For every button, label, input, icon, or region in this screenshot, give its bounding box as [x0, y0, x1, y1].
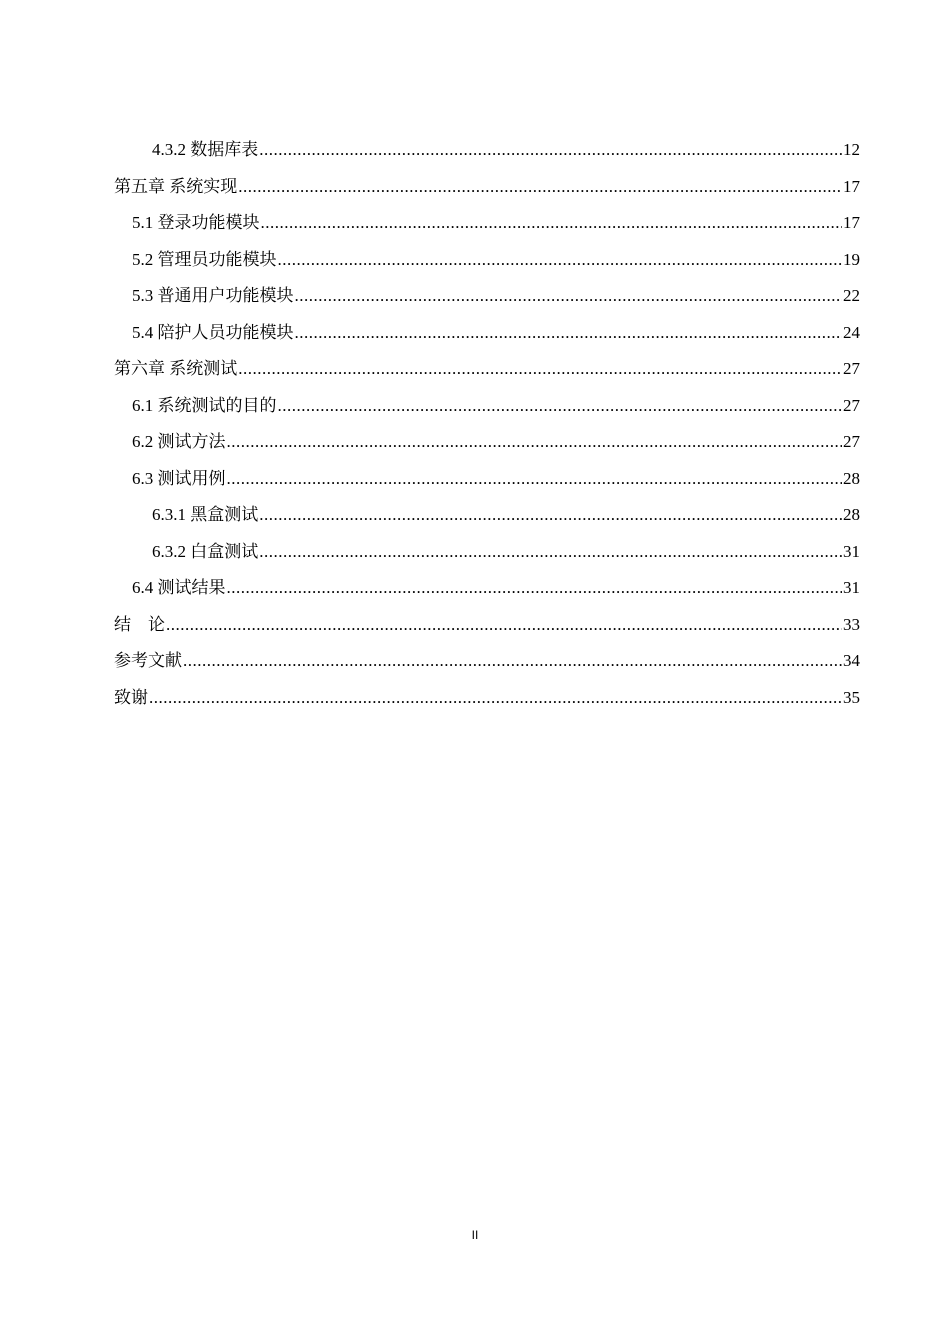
- toc-entry[interactable]: [114, 576, 860, 613]
- toc-entry[interactable]: [114, 248, 860, 285]
- toc-page-number: 27: [843, 432, 860, 451]
- toc-dot-leader: [278, 394, 843, 418]
- toc-entry-title: 第五章 系统实现: [114, 176, 238, 196]
- toc-dot-leader: [278, 248, 843, 272]
- toc-dot-leader: [183, 649, 842, 673]
- toc-entry[interactable]: [114, 321, 860, 358]
- toc-entry-title: 致谢: [114, 687, 148, 707]
- toc-dot-leader: [227, 430, 843, 454]
- toc-entry[interactable]: [114, 175, 860, 212]
- toc-page-number: 19: [843, 249, 860, 269]
- toc-dot-leader: [238, 175, 842, 199]
- toc-entry[interactable]: [114, 430, 860, 467]
- toc-dot-leader: [259, 540, 842, 564]
- toc-entry-title: 结 论: [114, 614, 165, 634]
- page-number-footer: II: [471, 1228, 479, 1242]
- toc-page-number: 17: [843, 213, 860, 232]
- toc-entry-title: 第六章 系统测试: [114, 359, 238, 378]
- toc-dot-leader: [149, 686, 842, 710]
- toc-entry[interactable]: [114, 649, 860, 686]
- toc-dot-leader: [166, 613, 842, 637]
- toc-dot-leader: [259, 503, 842, 527]
- toc-page-number: 28: [843, 505, 860, 524]
- toc-page-number: 12: [843, 140, 860, 159]
- table-of-contents: [114, 138, 860, 722]
- toc-entry-title: 4.3.2 数据库表: [152, 140, 259, 159]
- toc-dot-leader: [238, 357, 842, 381]
- toc-entry[interactable]: [114, 138, 860, 175]
- toc-entry[interactable]: [114, 211, 860, 248]
- toc-entry[interactable]: [114, 503, 860, 540]
- toc-dot-leader: [227, 576, 843, 600]
- toc-entry-title: 6.3 测试用例: [132, 468, 226, 488]
- toc-page-number: 35: [843, 687, 860, 707]
- toc-entry-title: 5.3 普通用户功能模块: [132, 286, 294, 305]
- toc-entry-title: 6.1 系统测试的目的: [132, 395, 277, 415]
- toc-dot-leader: [295, 321, 843, 345]
- toc-dot-leader: [261, 211, 843, 235]
- toc-page-number: 28: [843, 468, 860, 488]
- toc-page-number: 31: [843, 578, 860, 597]
- toc-page-number: 17: [843, 176, 860, 196]
- toc-page-number: 27: [843, 359, 860, 378]
- toc-entry-title: 5.2 管理员功能模块: [132, 249, 277, 269]
- toc-dot-leader: [227, 467, 843, 491]
- toc-dot-leader: [295, 284, 843, 308]
- toc-page-number: 31: [843, 541, 860, 561]
- toc-entry-title: 6.3.2 白盒测试: [152, 541, 259, 561]
- toc-entry[interactable]: [114, 357, 860, 394]
- toc-dot-leader: [259, 138, 842, 162]
- toc-page-number: 33: [843, 614, 860, 634]
- toc-entry-title: 5.1 登录功能模块: [132, 213, 260, 232]
- toc-page-number: 22: [843, 286, 860, 305]
- toc-page-number: 27: [843, 395, 860, 415]
- toc-entry-title: 6.3.1 黑盒测试: [152, 505, 259, 524]
- toc-entry[interactable]: [114, 467, 860, 504]
- toc-entry[interactable]: [114, 394, 860, 431]
- toc-entry[interactable]: [114, 540, 860, 577]
- toc-entry-title: 6.4 测试结果: [132, 578, 226, 597]
- toc-entry[interactable]: [114, 613, 860, 650]
- toc-page-number: 34: [843, 651, 860, 670]
- toc-entry-title: 参考文献: [114, 651, 182, 670]
- toc-entry[interactable]: [114, 284, 860, 321]
- toc-page-number: 24: [843, 322, 860, 342]
- toc-entry-title: 5.4 陪护人员功能模块: [132, 322, 294, 342]
- toc-entry-title: 6.2 测试方法: [132, 432, 226, 451]
- toc-entry[interactable]: [114, 686, 860, 723]
